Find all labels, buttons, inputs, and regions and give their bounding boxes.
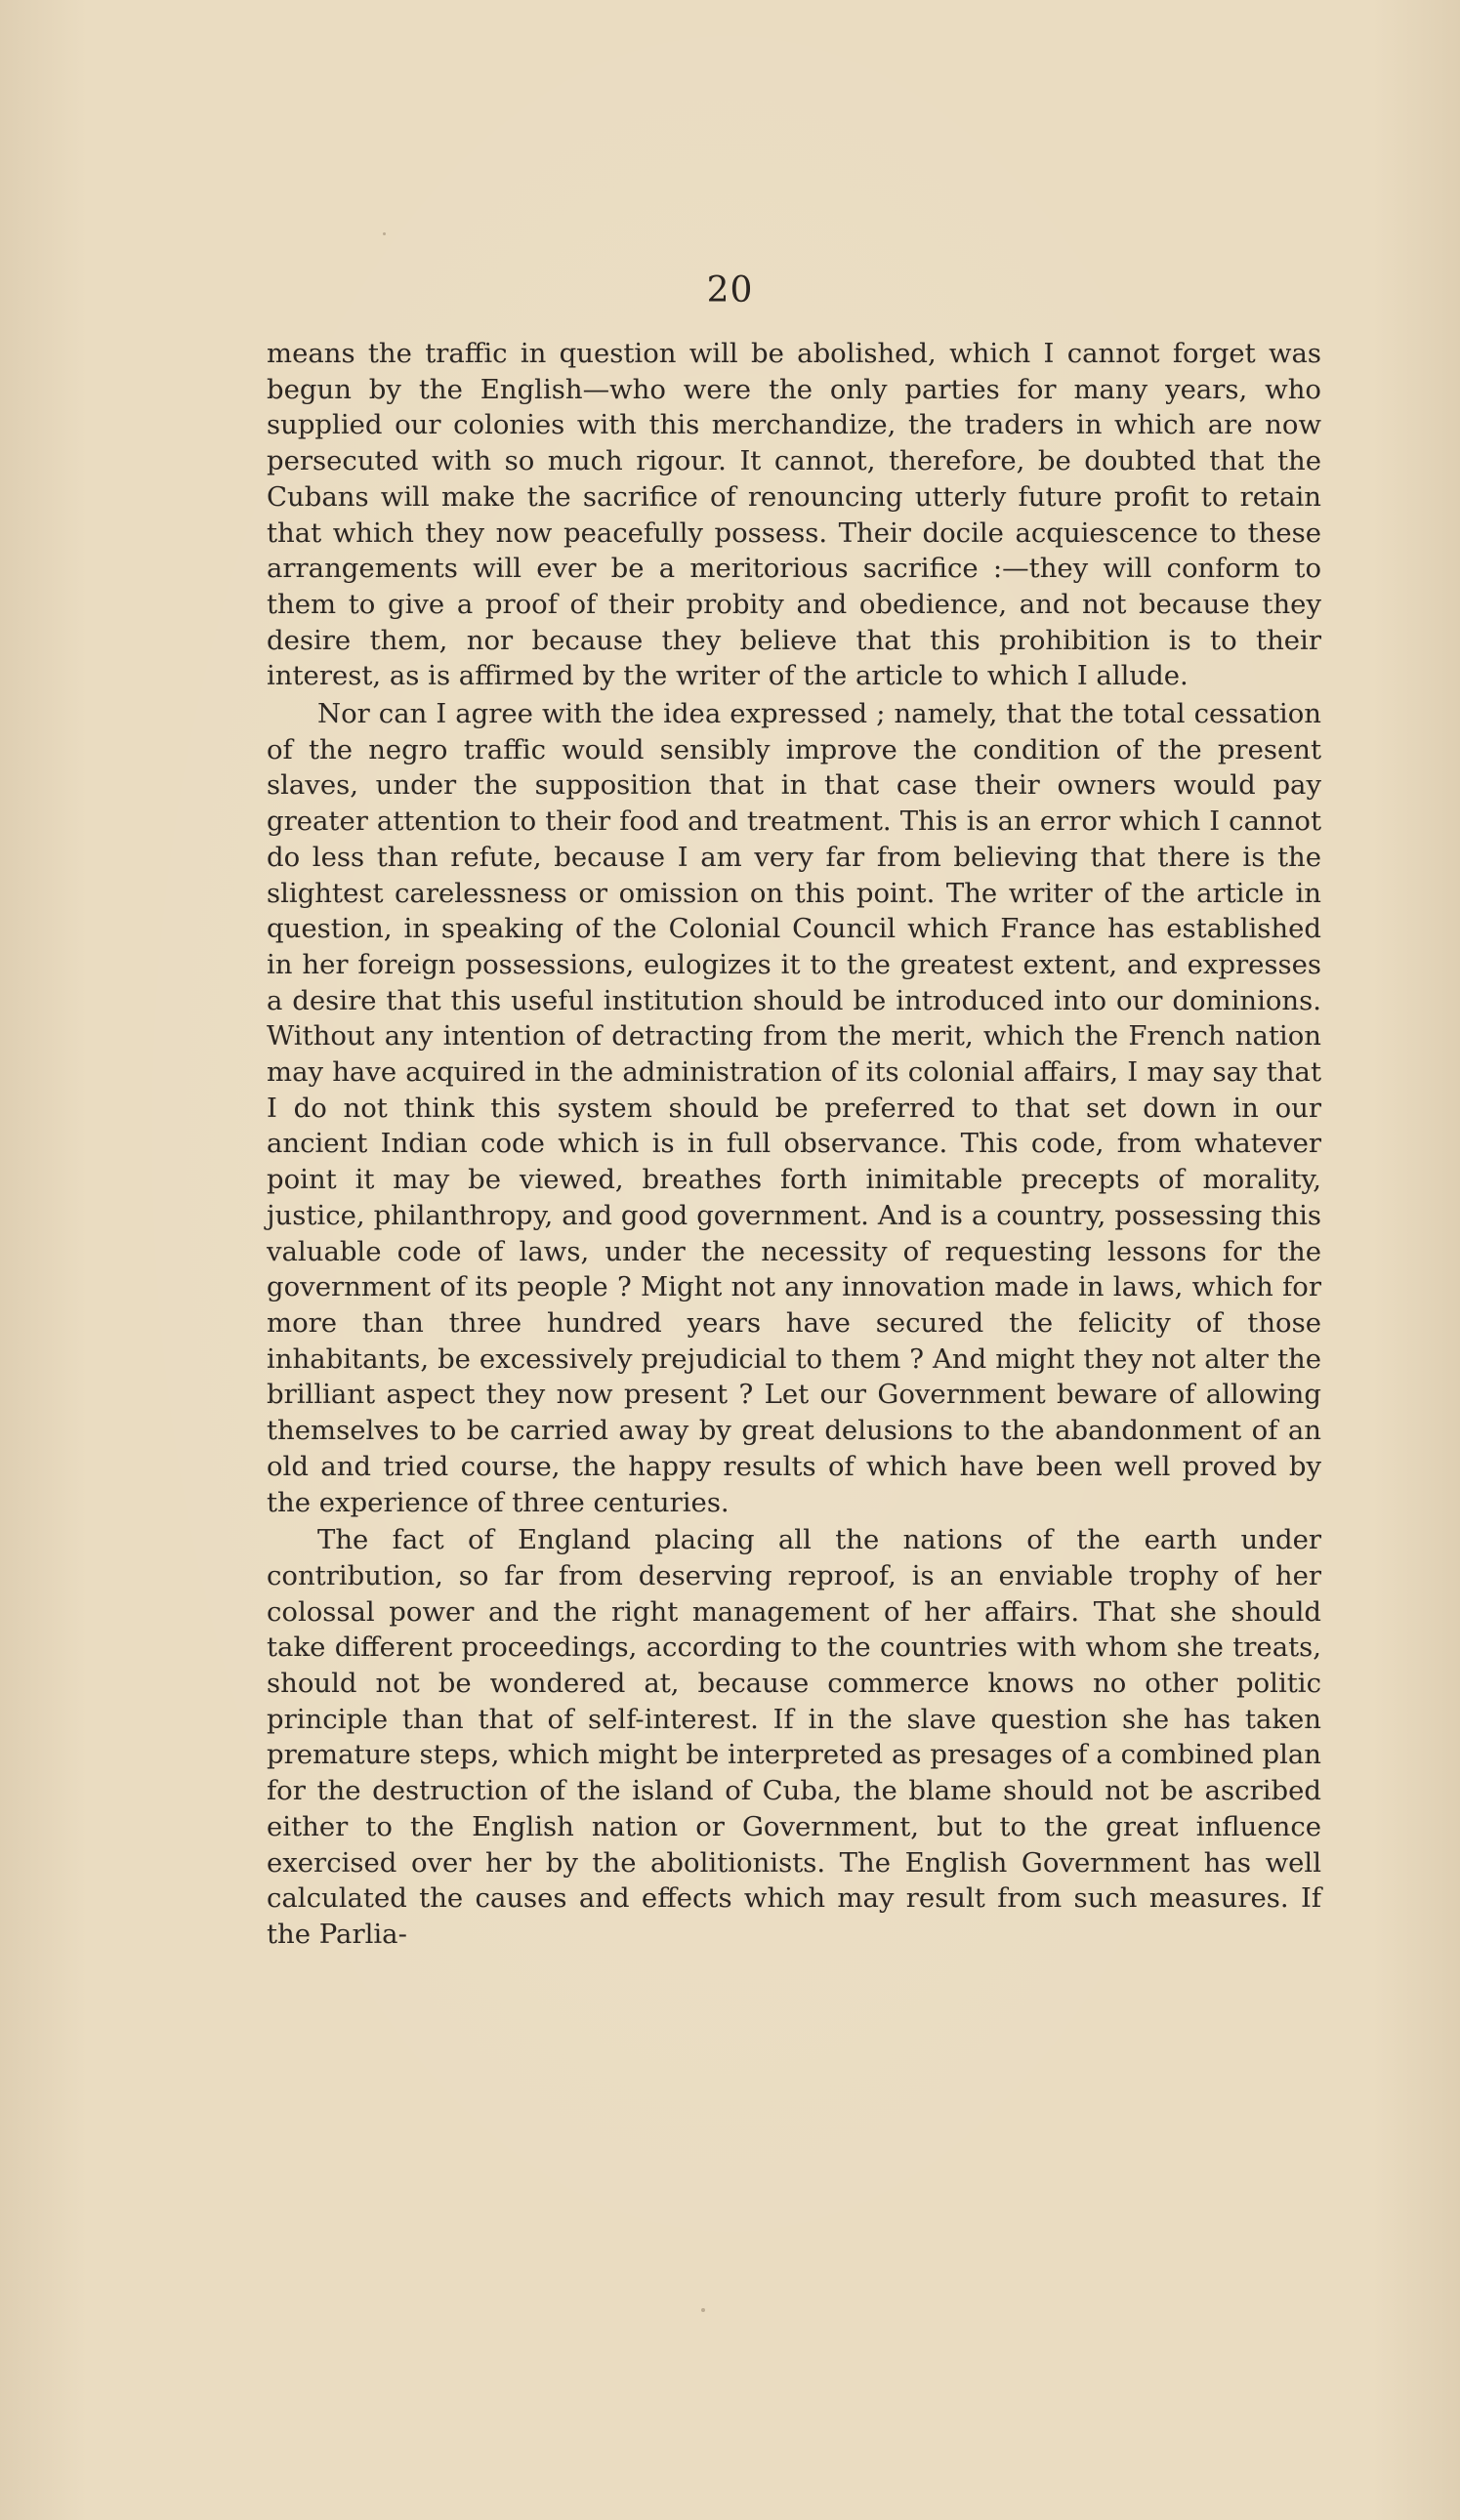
paper-speck	[701, 2308, 705, 2312]
paragraph-2: Nor can I agree with the idea expressed ; namely, that the total cessation of the negro traffic would sensibly improve the condition of the present slaves, under the supposition that in that case their owners would pay greater attention to their food and treatment. This is an error which I cannot do less than refute, because I am very far from believing that there is the slightest carelessness or omission on this point. The writer of the article in question, in speaking of the Colonial Council which France has established in her foreign possessions, eulogizes it to the greatest extent, and expresses a desire that this useful institution should be introduced into our dominions. Without any intention of detracting from the merit, which the French nation may have acquired in the administration of its colonial affairs, I may say that I do not think this system should be preferred to that set down in our ancient Indian code which is in full observance. This code, from whatever point it may be viewed, breathes forth inimitable precepts of morality, justice, philanthropy, and good government. And is a country, possessing this valuable code of laws, under the necessity of requesting lessons for the government of its people ? Might not any innovation made in laws, which for more than three hundred years have secured the felicity of those inhabitants, be excessively prejudicial to them ? And might they not alter the brilliant aspect they now present ? Let our Government beware of allowing themselves to be carried away by great delusions to the abandonment of an old and tried course, the happy results of which have been well proved by the experience of three centuries.	[267, 698, 1321, 1518]
paper-speck	[383, 232, 386, 235]
page-number: 20	[706, 270, 754, 310]
paragraph-3: The fact of England placing all the nations of the earth under contribution, so far from deserving reproof, is an enviable trophy of her colossal power and the right management of her affairs. That she should take different proceedings, according to the countries with whom she treats, should not be wondered at, because commerce knows no other politic principle than that of self-interest. If in the slave question she has taken premature steps, which might be interpreted as presages of a combined plan for the destruction of the island of Cuba, the blame should not be ascribed either to the English nation or Government, but to the great influence exercised over her by the abolitionists. The English Government has well calculated the causes and effects which may result from such measures. If the Parlia-	[267, 1524, 1321, 1950]
body-text	[267, 336, 1321, 1953]
paragraph-1: means the traffic in question will be abolished, which I cannot forget was begun by the English—who were the only parties for many years, who supplied our colonies with this merchandize, the traders in which are now persecuted with so much rigour. It cannot, therefore, be doubted that the Cubans will make the sacrifice of renouncing utterly future profit to retain that which they now peacefully possess. Their docile acquiescence to these arrangements will ever be a meritorious sacrifice :—they will conform to them to give a proof of their probity and obedience, and not because they desire them, nor because they believe that this prohibition is to their interest, as is affirmed by the writer of the article to which I allude.	[267, 338, 1321, 692]
